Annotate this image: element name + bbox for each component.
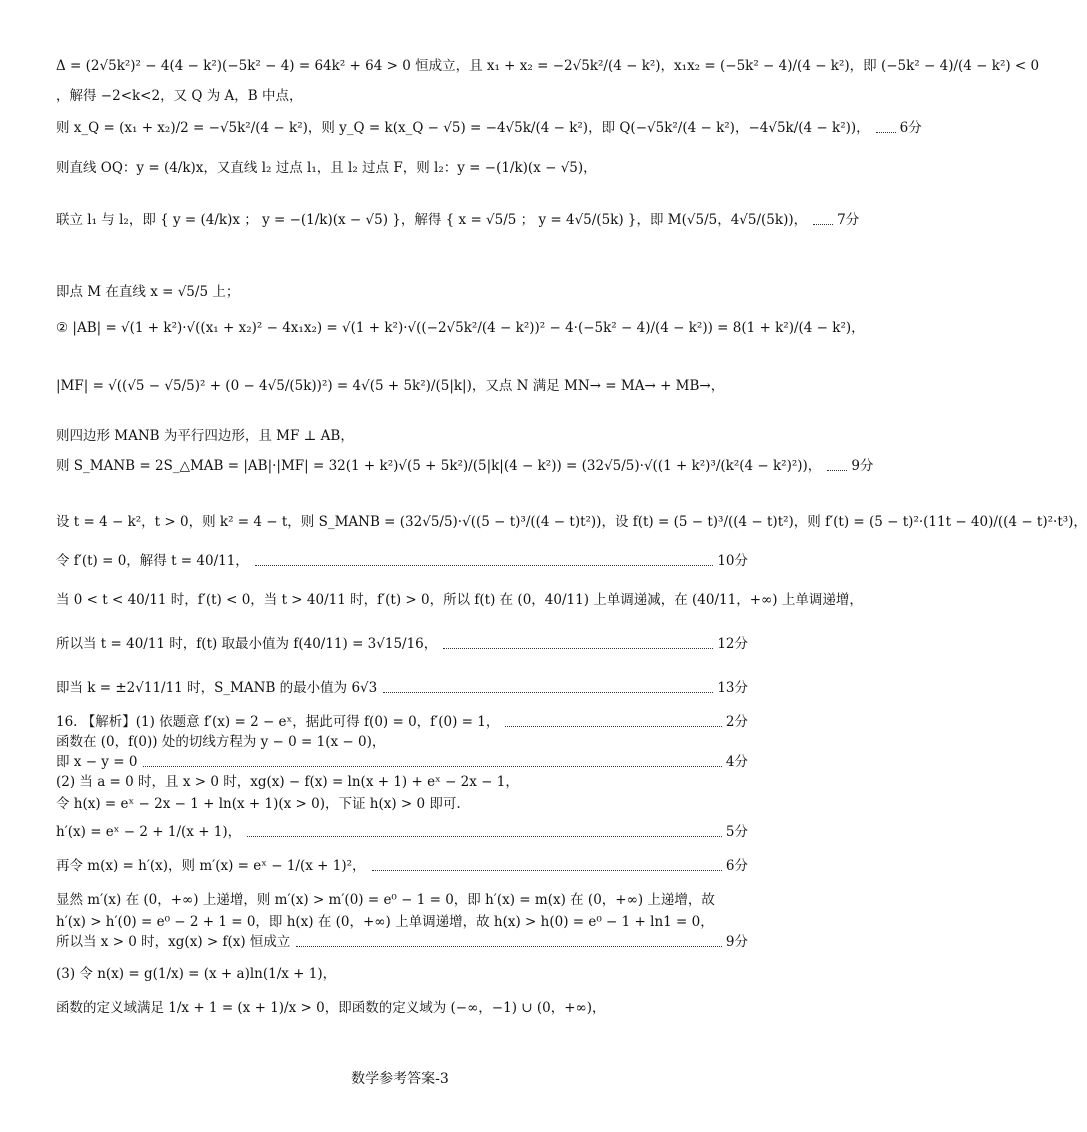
answer-line	[56, 592, 863, 609]
answer-line-text: ② |AB| = √(1 + k²)·√((x₁ + x₂)² − 4x₁x₂) = √(1 + k²)·√((−2√5k²/(4 − k²))² − 4·(−5k² − 4)/(4 − k²)) = 8(1 + k²)/(4 − k²)，	[56, 320, 865, 336]
answer-line	[56, 966, 748, 983]
answer-line	[56, 796, 748, 813]
dot-leader	[296, 946, 721, 947]
answer-line	[56, 754, 748, 771]
answer-line-text: (3) 令 n(x) = g(1/x) = (x + a)ln(1/x + 1)，	[56, 966, 337, 982]
score-mark: 4分	[725, 754, 748, 770]
answer-line-text: 即当 k = ±2√11/11 时，S_MANB 的最小值为 6√3	[56, 680, 378, 696]
answer-line	[56, 934, 748, 951]
answer-line	[56, 428, 748, 445]
answer-line	[56, 88, 748, 105]
dot-leader	[827, 470, 847, 471]
answer-line	[56, 58, 1040, 75]
page-footer: 数学参考答案-3	[351, 1071, 449, 1087]
answer-line-text: h′(x) > h′(0) = e⁰ − 2 + 1 = 0，即 h(x) 在 (0，+∞) 上单调递增，故 h(x) > h(0) = e⁰ − 1 + ln1 = 0，	[56, 914, 714, 930]
score-mark: 13分	[717, 680, 748, 696]
dot-leader	[372, 870, 722, 871]
answer-line-text: 当 0 < t < 40/11 时，f′(t) < 0，当 t > 40/11 时，f′(t) > 0，所以 f(t) 在 (0，40/11) 上单调递减，在 (40/11，+∞) 上单调递增，	[56, 592, 863, 608]
score-mark: 6分	[725, 858, 748, 874]
score-mark: 9分	[851, 458, 874, 474]
answer-line-text: 即点 M 在直线 x = √5/5 上；	[56, 284, 240, 300]
answer-line	[56, 160, 748, 177]
answer-line-text: |MF| = √((√5 − √5/5)² + (0 − 4√5/(5k))²) = 4√(5 + 5k²)/(5|k|)，又点 N 满足 MN→ = MA→ + MB→，	[56, 378, 725, 394]
answer-line-text: 联立 l₁ 与 l₂，即 { y = (4/k)x ； y = −(1/k)(x − √5) }，解得 { x = √5/5 ； y = 4√5/(5k) }，即 M(√5/5，4√5/(5k))，	[56, 212, 808, 228]
answer-line	[56, 914, 748, 931]
answer-line-text: 函数在 (0，f(0)) 处的切线方程为 y − 0 = 1(x − 0)，	[56, 734, 386, 750]
answer-line	[56, 824, 748, 841]
answer-line	[56, 212, 860, 229]
answer-line-text: 所以当 t = 40/11 时，f(t) 取最小值为 f(40/11) = 3√15/16，	[56, 636, 438, 652]
answer-line	[56, 734, 748, 751]
answer-line-text: 函数的定义域满足 1/x + 1 = (x + 1)/x > 0，即函数的定义域为 (−∞，−1) ∪ (0，+∞)，	[56, 1000, 606, 1016]
answer-line-text: 则直线 OQ：y = (4/k)x，又直线 l₂ 过点 l₁，且 l₂ 过点 F，则 l₂：y = −(1/k)(x − √5)，	[56, 160, 597, 176]
answer-line-text: 16. 【解析】(1) 依题意 f′(x) = 2 − eˣ，据此可得 f(0) = 0，f′(0) = 1，	[56, 714, 500, 730]
answer-line-text: 令 f′(t) = 0，解得 t = 40/11，	[56, 553, 249, 569]
answer-line-text: 所以当 x > 0 时，xg(x) > f(x) 恒成立	[56, 934, 291, 950]
score-mark: 12分	[717, 636, 748, 652]
answer-line-text: 则 S_MANB = 2S_△MAB = |AB|·|MF| = 32(1 + k²)√(5 + 5k²)/(5|k|(4 − k²)) = (32√5/5)·√((1 + k²)³/(k²(4 − k²)²))，	[56, 458, 822, 474]
dot-leader	[443, 648, 713, 649]
score-mark: 5分	[725, 824, 748, 840]
answer-line	[56, 320, 865, 337]
answer-line	[56, 636, 748, 653]
answer-line	[56, 514, 1087, 531]
answer-line	[56, 858, 748, 875]
dot-leader	[383, 692, 713, 693]
score-mark: 10分	[717, 553, 748, 569]
answer-line-text: 再令 m(x) = h′(x)，则 m′(x) = eˣ − 1/(x + 1)²，	[56, 858, 366, 874]
answer-line-text: 则四边形 MANB 为平行四边形，且 MF ⊥ AB，	[56, 428, 354, 444]
score-mark: 2分	[725, 714, 748, 730]
answer-line-text: 设 t = 4 − k²，t > 0，则 k² = 4 − t，则 S_MANB = (32√5/5)·√((5 − t)³/((4 − t)t²))，设 f(t) = (5 − t)³/((4 − t)t²)，则 f′(t) = (5 − t)²·(11t − 40)/((4 − t)²·t³)，	[56, 514, 1087, 530]
answer-line	[56, 378, 748, 395]
answer-line	[56, 284, 748, 301]
dot-leader	[876, 132, 896, 133]
answer-line	[56, 680, 748, 697]
answer-line-text: 则 x_Q = (x₁ + x₂)/2 = −√5k²/(4 − k²)，则 y_Q = k(x_Q − √5) = −4√5k/(4 − k²)，即 Q(−√5k²/(4 − k²)，−4√5k/(4 − k²))，	[56, 120, 870, 136]
answer-line	[56, 714, 748, 731]
answer-line-text: ，解得 −2<k<2，又 Q 为 A，B 中点，	[56, 88, 303, 104]
answer-line	[56, 458, 874, 475]
dot-leader	[143, 766, 721, 767]
answer-line-text: h′(x) = eˣ − 2 + 1/(x + 1)，	[56, 824, 242, 840]
dot-leader	[505, 726, 722, 727]
dot-leader	[813, 224, 833, 225]
answer-line-text: 令 h(x) = eˣ − 2x − 1 + ln(x + 1)(x > 0)，下证 h(x) > 0 即可.	[56, 796, 461, 812]
answer-line	[56, 1000, 748, 1017]
answer-line-text: 显然 m′(x) 在 (0，+∞) 上递增，则 m′(x) > m′(0) = e⁰ − 1 = 0，即 h′(x) = m(x) 在 (0，+∞) 上递增，故	[56, 892, 715, 908]
score-mark: 7分	[837, 212, 860, 228]
answer-line	[56, 553, 748, 570]
dot-leader	[255, 565, 714, 566]
dot-leader	[247, 836, 722, 837]
answer-line	[56, 892, 748, 909]
score-mark: 9分	[725, 934, 748, 950]
score-mark: 6分	[899, 120, 922, 136]
answer-line-text: Δ = (2√5k²)² − 4(4 − k²)(−5k² − 4) = 64k² + 64 > 0 恒成立，且 x₁ + x₂ = −2√5k²/(4 − k²)，x₁x₂ = (−5k² − 4)/(4 − k²)，即 (−5k² − 4)/(4 − k²) < 0	[56, 58, 1040, 74]
answer-line	[56, 120, 922, 137]
answer-line-text: 即 x − y = 0	[56, 754, 138, 770]
answer-line	[56, 774, 748, 791]
answer-line-text: (2) 当 a = 0 时，且 x > 0 时，xg(x) − f(x) = ln(x + 1) + eˣ − 2x − 1，	[56, 774, 519, 790]
